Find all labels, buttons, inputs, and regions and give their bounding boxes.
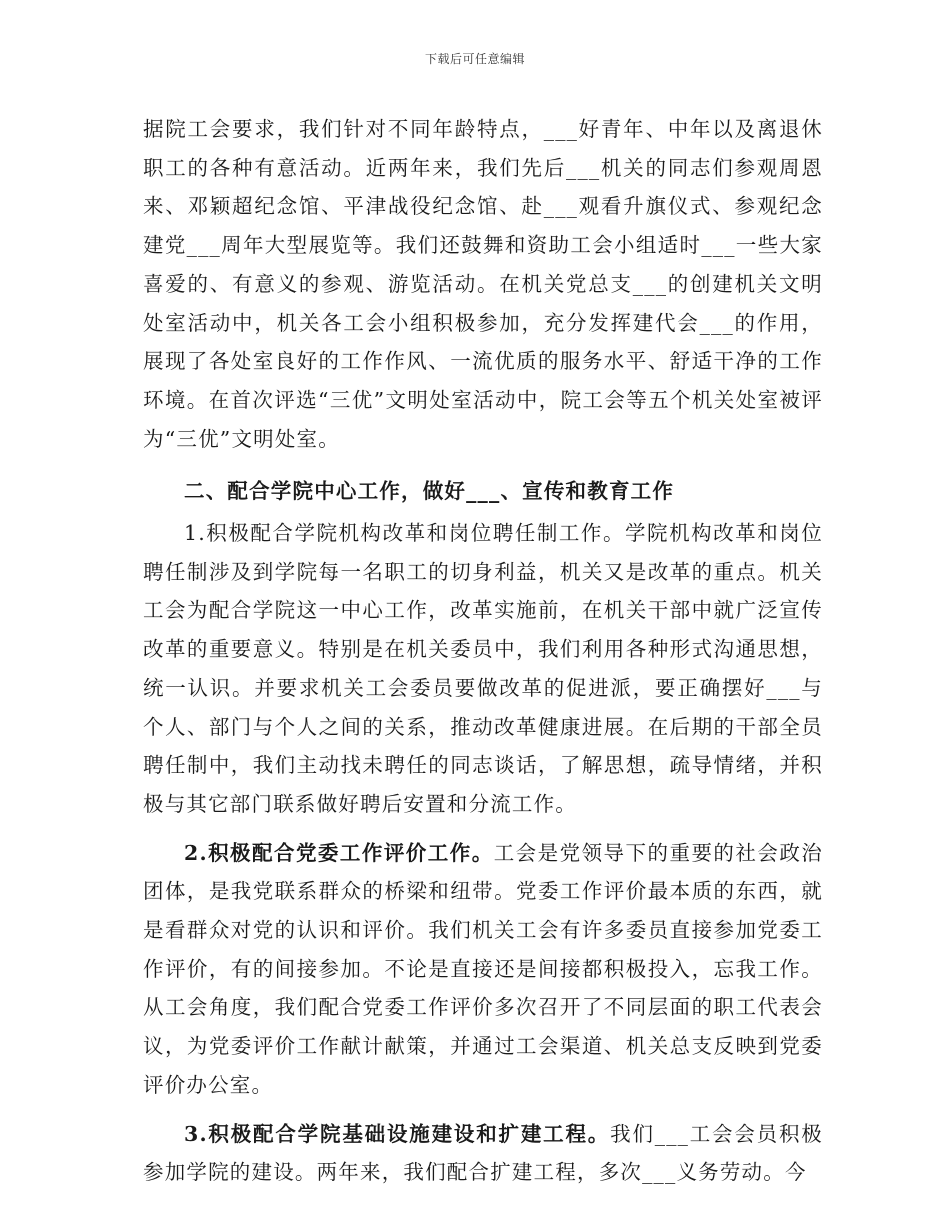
paragraph-body-2: 工会是党领导下的重要的社会政治团体，是我党联系群众的桥梁和纽带。党委工作评价最本质的东西，就是看群众对党的认识和评价。我们机关工会有许多委员直接参加党委工作评价，有的间接参加。不论是直接还是间接都积极投入，忘我工作。从工会角度，我们配合党委工作评价多次召开了不同层面的职工代表会议，为党委评价工作献计献策，并通过工会渠道、机关总支反映到党委评价办公室。 — [143, 840, 823, 1097]
section-heading-2: 二、配合学院中心工作，做好___、宣传和教育工作 — [184, 479, 675, 504]
paragraph-infrastructure — [143, 1115, 823, 1192]
paragraph-body-3: 我们___工会会员积极参加学院的建设。两年来，我们配合扩建工程，多次___义务劳动。今 — [143, 1121, 824, 1185]
paragraph-lead-2: 2.积极配合党委工作评价工作。 — [184, 840, 494, 865]
paragraph-lead-3: 3.积极配合学院基础设施建设和扩建工程。 — [184, 1121, 611, 1146]
page-header: 下载后可任意编辑 — [424, 52, 525, 66]
paragraph-party-evaluation — [143, 834, 823, 1105]
paragraph-activities: 据院工会要求，我们针对不同年龄特点，___好青年、中年以及离退休职工的各种有意活动。近两年来，我们先后___机关的同志们参观周恩来、邓颖超纪念馆、平津战役纪念馆、赴___观看升旗仪式、参观纪念建党___周年大型展览等。我们还鼓舞和资助工会小组适时___一些大家喜爱的、有意义的参观、游览活动。在机关党总支___的创建机关文明处室活动中，机关各工会小组积极参加，充分发挥建代会___的作用，展现了各处室良好的工作作风、一流优质的服务水平、舒适干净的工作环境。在首次评选“三优”文明处室活动中，院工会等五个机关处室被评为“三优”文明处室。 — [143, 117, 823, 451]
paragraph-reform: 1.积极配合学院机构改革和岗位聘任制工作。学院机构改革和岗位聘任制涉及到学院每一名职工的切身利益，机关又是改革的重点。机关工会为配合学院这一中心工作，改革实施前，在机关干部中就广泛宣传改革的重要意义。特别是在机关委员中，我们利用各种形式沟通思想，统一认识。并要求机关工会委员要做改革的促进派，要正确摆好___与个人、部门与个人之间的关系，推动改革健康进展。在后期的干部全员聘任制中，我们主动找未聘任的同志谈话，了解思想，疏导情绪，并积极与其它部门联系做好聘后安置和分流工作。 — [143, 521, 823, 816]
document-body — [143, 110, 823, 1192]
